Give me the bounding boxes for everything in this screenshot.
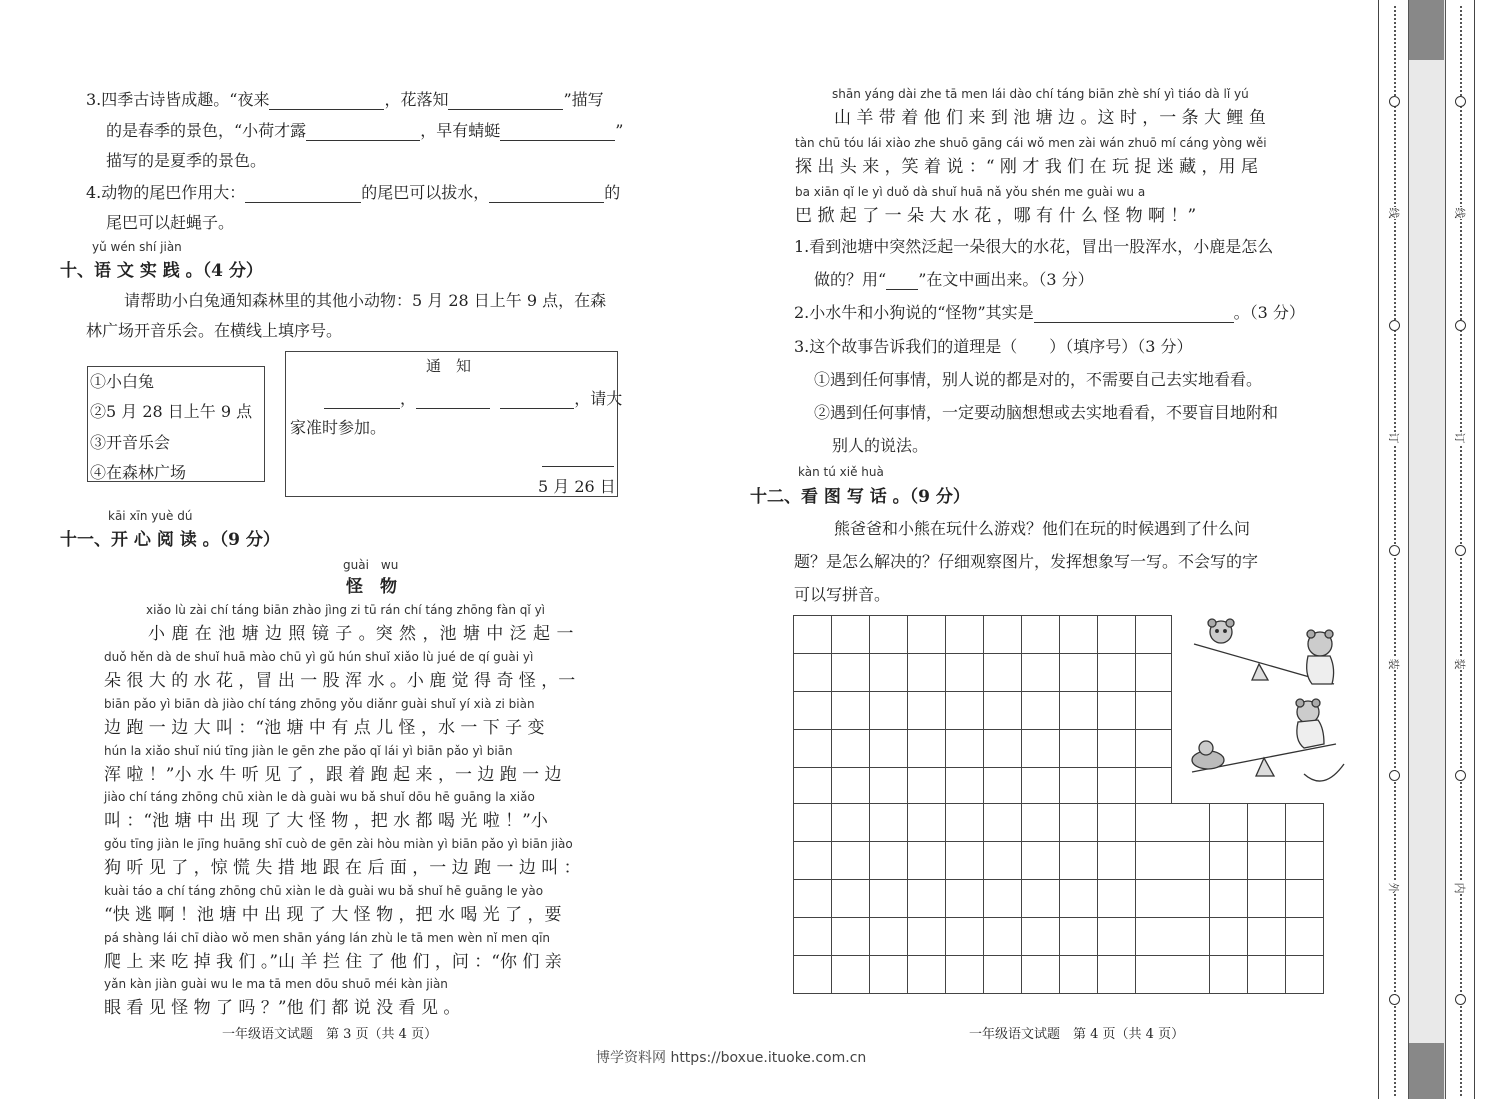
sec12-title: 十二、看 图 写 话 。（9 分） [750,487,970,507]
q3-text-f: ” [615,121,624,140]
option-item: ④在森林广场 [90,463,187,482]
q4-text-c: 的 [604,183,621,202]
left-footer: 一年级语文试题 第 3 页（共 4 页） [222,1027,438,1042]
story-row-text: 小 鹿 在 池 塘 边 照 镜 子 。突 然 ，池 塘 中 泛 起 一 [148,624,574,644]
notice-line-2: 家准时参加。 [290,418,387,437]
q1-text-a: 做的？用“ [814,270,887,289]
option-item: ①小白兔 [90,372,155,391]
story-row-text: 朵 很 大 的 水 花 ，冒 出 一 股 浑 水 。小 鹿 觉 得 奇 怪 ，一 [104,671,576,691]
notice-blank-2[interactable] [416,408,490,409]
binding-hole [1455,994,1466,1005]
q3-line2 [106,118,623,141]
notice-box [285,351,623,497]
story-row-text: 边 跑 一 边 大 叫 ：“池 塘 中 有 点 儿 怪 ，水 一 下 子 变 [104,718,545,738]
sidebar-strip [1408,0,1446,1099]
sidebar-band-top [1409,0,1444,60]
q4-blank-1[interactable] [245,202,361,203]
story-row-text: “快 逃 啊 ！池 塘 中 出 现 了 大 怪 物 ，把 水 喝 光 了 ，要 [104,905,562,925]
q3-text-c: ”描写 [563,90,604,109]
binding-hole [1455,770,1466,781]
q3-line3: 描写的是夏季的景色。 [106,151,267,170]
binding-hole [1389,96,1400,107]
binding-label: 内 [1453,882,1466,894]
binding-label: 订 [1453,432,1466,444]
q3-blank-4[interactable] [500,140,615,141]
binding-hole [1389,994,1400,1005]
q3-text-e: ，早有蜻蜓 [420,121,501,140]
sidebar-border-left [1378,0,1379,1099]
q4-line2: 尾巴可以赶蝇子。 [106,213,235,232]
sec10-paragraph-2: 林广场开音乐会。在横线上填序号。 [86,321,343,340]
story-row-text: 眼 看 见 怪 物 了 吗 ？”他 们 都 说 没 看 见 。 [104,998,461,1018]
binding-label: 外 [1387,882,1400,894]
q2-blank[interactable] [1034,322,1234,323]
option-item: ②5 月 28 日上午 9 点 [90,402,253,421]
q3-line1 [86,87,604,110]
sec10-title: 十、语 文 实 践 。（4 分） [60,261,263,281]
sec11-pinyin: kāi xīn yuè dú [108,509,193,523]
q1-line2 [814,267,1094,290]
story-row-pinyin: pá shàng lái chī diào wǒ men shān yáng lán zhù le tā men wèn nǐ men qīn [104,931,551,945]
story-row-text: 探 出 头 来 ，笑 着 说 ：“ 刚 才 我 们 在 玩 捉 迷 藏 ，用 尾 [795,157,1258,177]
notice-blank-1[interactable] [324,408,400,409]
story-row-pinyin: kuài táo a chí táng zhōng chū xiàn le dà guài wu bǎ shuǐ hē guāng le yào [104,884,544,898]
notice-comma: ， [400,389,417,408]
story-row-pinyin: jiào chí táng zhōng chū xiàn le dà guài wu bǎ shuǐ dōu hē guāng la xiǎo [104,790,535,804]
q2-text-b: 。（3 分） [1233,303,1305,322]
story-row-text: 爬 上 来 吃 掉 我 们 。”山 羊 拦 住 了 他 们 ，问 ：“你 们 亲 [104,952,562,972]
options-box [87,366,265,482]
binding-hole [1455,545,1466,556]
binding-hole [1389,545,1400,556]
sec11-title: 十一、开 心 阅 读 。（9 分） [60,530,280,550]
q3-question: 3.这个故事告诉我们的道理是（ ）（填序号）（3 分） [794,337,1193,356]
q1-underline-sample [886,289,918,290]
sec10-pinyin: yǔ wén shí jiàn [92,240,182,254]
binding-hole [1455,96,1466,107]
notice-line-1 [324,386,622,409]
q3-option-2: ②遇到任何事情，一定要动脑想想或去实地看看，不要盲目地附和 [814,403,1279,422]
sec12-pinyin: kàn tú xiě huà [798,465,884,479]
story-row-pinyin: tàn chū tóu lái xiào zhe shuō gāng cái wǒ men zài wán zhuō mí cáng yòng wěi [795,136,1267,150]
q1-text-b: ”在文中画出来。（3 分） [918,270,1094,289]
notice-blank-3[interactable] [500,408,574,409]
right-footer: 一年级语文试题 第 4 页（共 4 页） [969,1027,1185,1042]
story-row-pinyin: hún la xiǎo shuǐ niú tīng jiàn le gēn zhe pǎo qǐ lái yì biān pǎo yì biān [104,744,513,758]
sidebar-band-bottom [1409,1043,1444,1099]
binding-hole [1389,320,1400,331]
story-title: 怪 物 [346,577,397,597]
story-row-text: 巴 掀 起 了 一 朵 大 水 花 ，哪 有 什 么 怪 物 啊 ！” [795,206,1197,226]
watermark-url: 博学资料网 https://boxue.ituoke.com.cn [596,1050,867,1066]
story-row-text: 山 羊 带 着 他 们 来 到 池 塘 边 。这 时 ，一 条 大 鲤 鱼 [834,108,1266,128]
story-row-pinyin: ba xiān qǐ le yì duǒ dà shuǐ huā nǎ yǒu shén me guài wu a [795,185,1146,199]
seesaw-illustration [1184,614,1346,800]
q3-text-d: 的是春季的景色，“小荷才露 [106,121,307,140]
q3-blank-3[interactable] [306,140,420,141]
story-row-pinyin: shān yáng dài zhe tā men lái dào chí táng biān zhè shí yì tiáo dà lǐ yú [832,87,1249,101]
sec10-paragraph-1: 请帮助小白兔通知森林里的其他小动物：5 月 28 日上午 9 点，在森 [124,291,607,310]
option-item: ③开音乐会 [90,433,171,452]
binding-label: 装 [1453,658,1466,670]
binding-label: 装 [1387,658,1400,670]
binding-label: 订 [1387,432,1400,444]
sec12-paragraph-3: 可以写拼音。 [794,585,891,604]
story-row-text: 浑 啦 ！”小 水 牛 听 见 了 ，跟 着 跑 起 来 ，一 边 跑 一 边 [104,765,562,785]
notice-date: 5 月 26 日 [538,477,616,496]
story-row-pinyin: yǎn kàn jiàn guài wu le ma tā men dōu shuō méi kàn jiàn [104,977,448,991]
binding-label: 线 [1453,207,1466,219]
q3-blank-1[interactable] [269,109,384,110]
q3-blank-2[interactable] [448,109,563,110]
binding-hole [1455,320,1466,331]
q2-text-a: 2.小水牛和小狗说的“怪物”其实是 [794,303,1034,322]
q3-option-1: ①遇到任何事情，别人说的都是对的，不需要自己去实地看看。 [814,370,1263,389]
q3-text-b: ，花落知 [384,90,449,109]
binding-label: 线 [1387,207,1400,219]
story-title-pinyin: guài wu [343,558,399,572]
q1-line1: 1.看到池塘中突然泛起一朵很大的水花，冒出一股浑水，小鹿是怎么 [794,237,1274,256]
story-row-pinyin: xiǎo lù zài chí táng biān zhào jìng zi tū rán chí táng zhōng fàn qǐ yì [146,603,545,617]
sec12-paragraph-2: 题？是怎么解决的？仔细观察图片，发挥想象写一写。不会写的字 [794,552,1259,571]
story-row-text: 狗 听 见 了 ，惊 慌 失 措 地 跟 在 后 面 ，一 边 跑 一 边 叫 ： [104,858,581,878]
sec12-paragraph-1: 熊爸爸和小熊在玩什么游戏？他们在玩的时候遇到了什么问 [834,519,1251,538]
story-row-text: 叫 ：“池 塘 中 出 现 了 大 怪 物 ，把 水 都 喝 光 啦 ！”小 [104,811,548,831]
notice-title: 通 知 [426,357,472,375]
notice-signature-blank[interactable] [542,448,614,467]
q4-line1 [86,180,620,203]
notice-text-end: ，请大 [574,389,623,408]
q3-option-2-cont: 别人的说法。 [832,436,929,455]
q3-text-a: 3.四季古诗皆成趣。“夜来 [86,90,270,109]
q4-text-b: 的尾巴可以拔水， [361,183,490,202]
q4-blank-2[interactable] [489,202,604,203]
binding-hole [1389,770,1400,781]
story-row-pinyin: gǒu tīng jiàn le jīng huāng shī cuò de gēn zài hòu miàn yì biān pǎo yì biān jiào [104,837,573,851]
q4-text-a: 4.动物的尾巴作用大： [86,183,246,202]
q2-line [794,300,1305,323]
story-row-pinyin: duǒ hěn dà de shuǐ huā mào chū yì gǔ hún shuǐ xiǎo lù jué de qí guài yì [104,650,534,664]
story-row-pinyin: biān pǎo yì biān dà jiào chí táng zhōng yǒu diǎnr guài shuǐ yí xià zi biàn [104,697,535,711]
sidebar-border-right [1474,0,1475,1099]
